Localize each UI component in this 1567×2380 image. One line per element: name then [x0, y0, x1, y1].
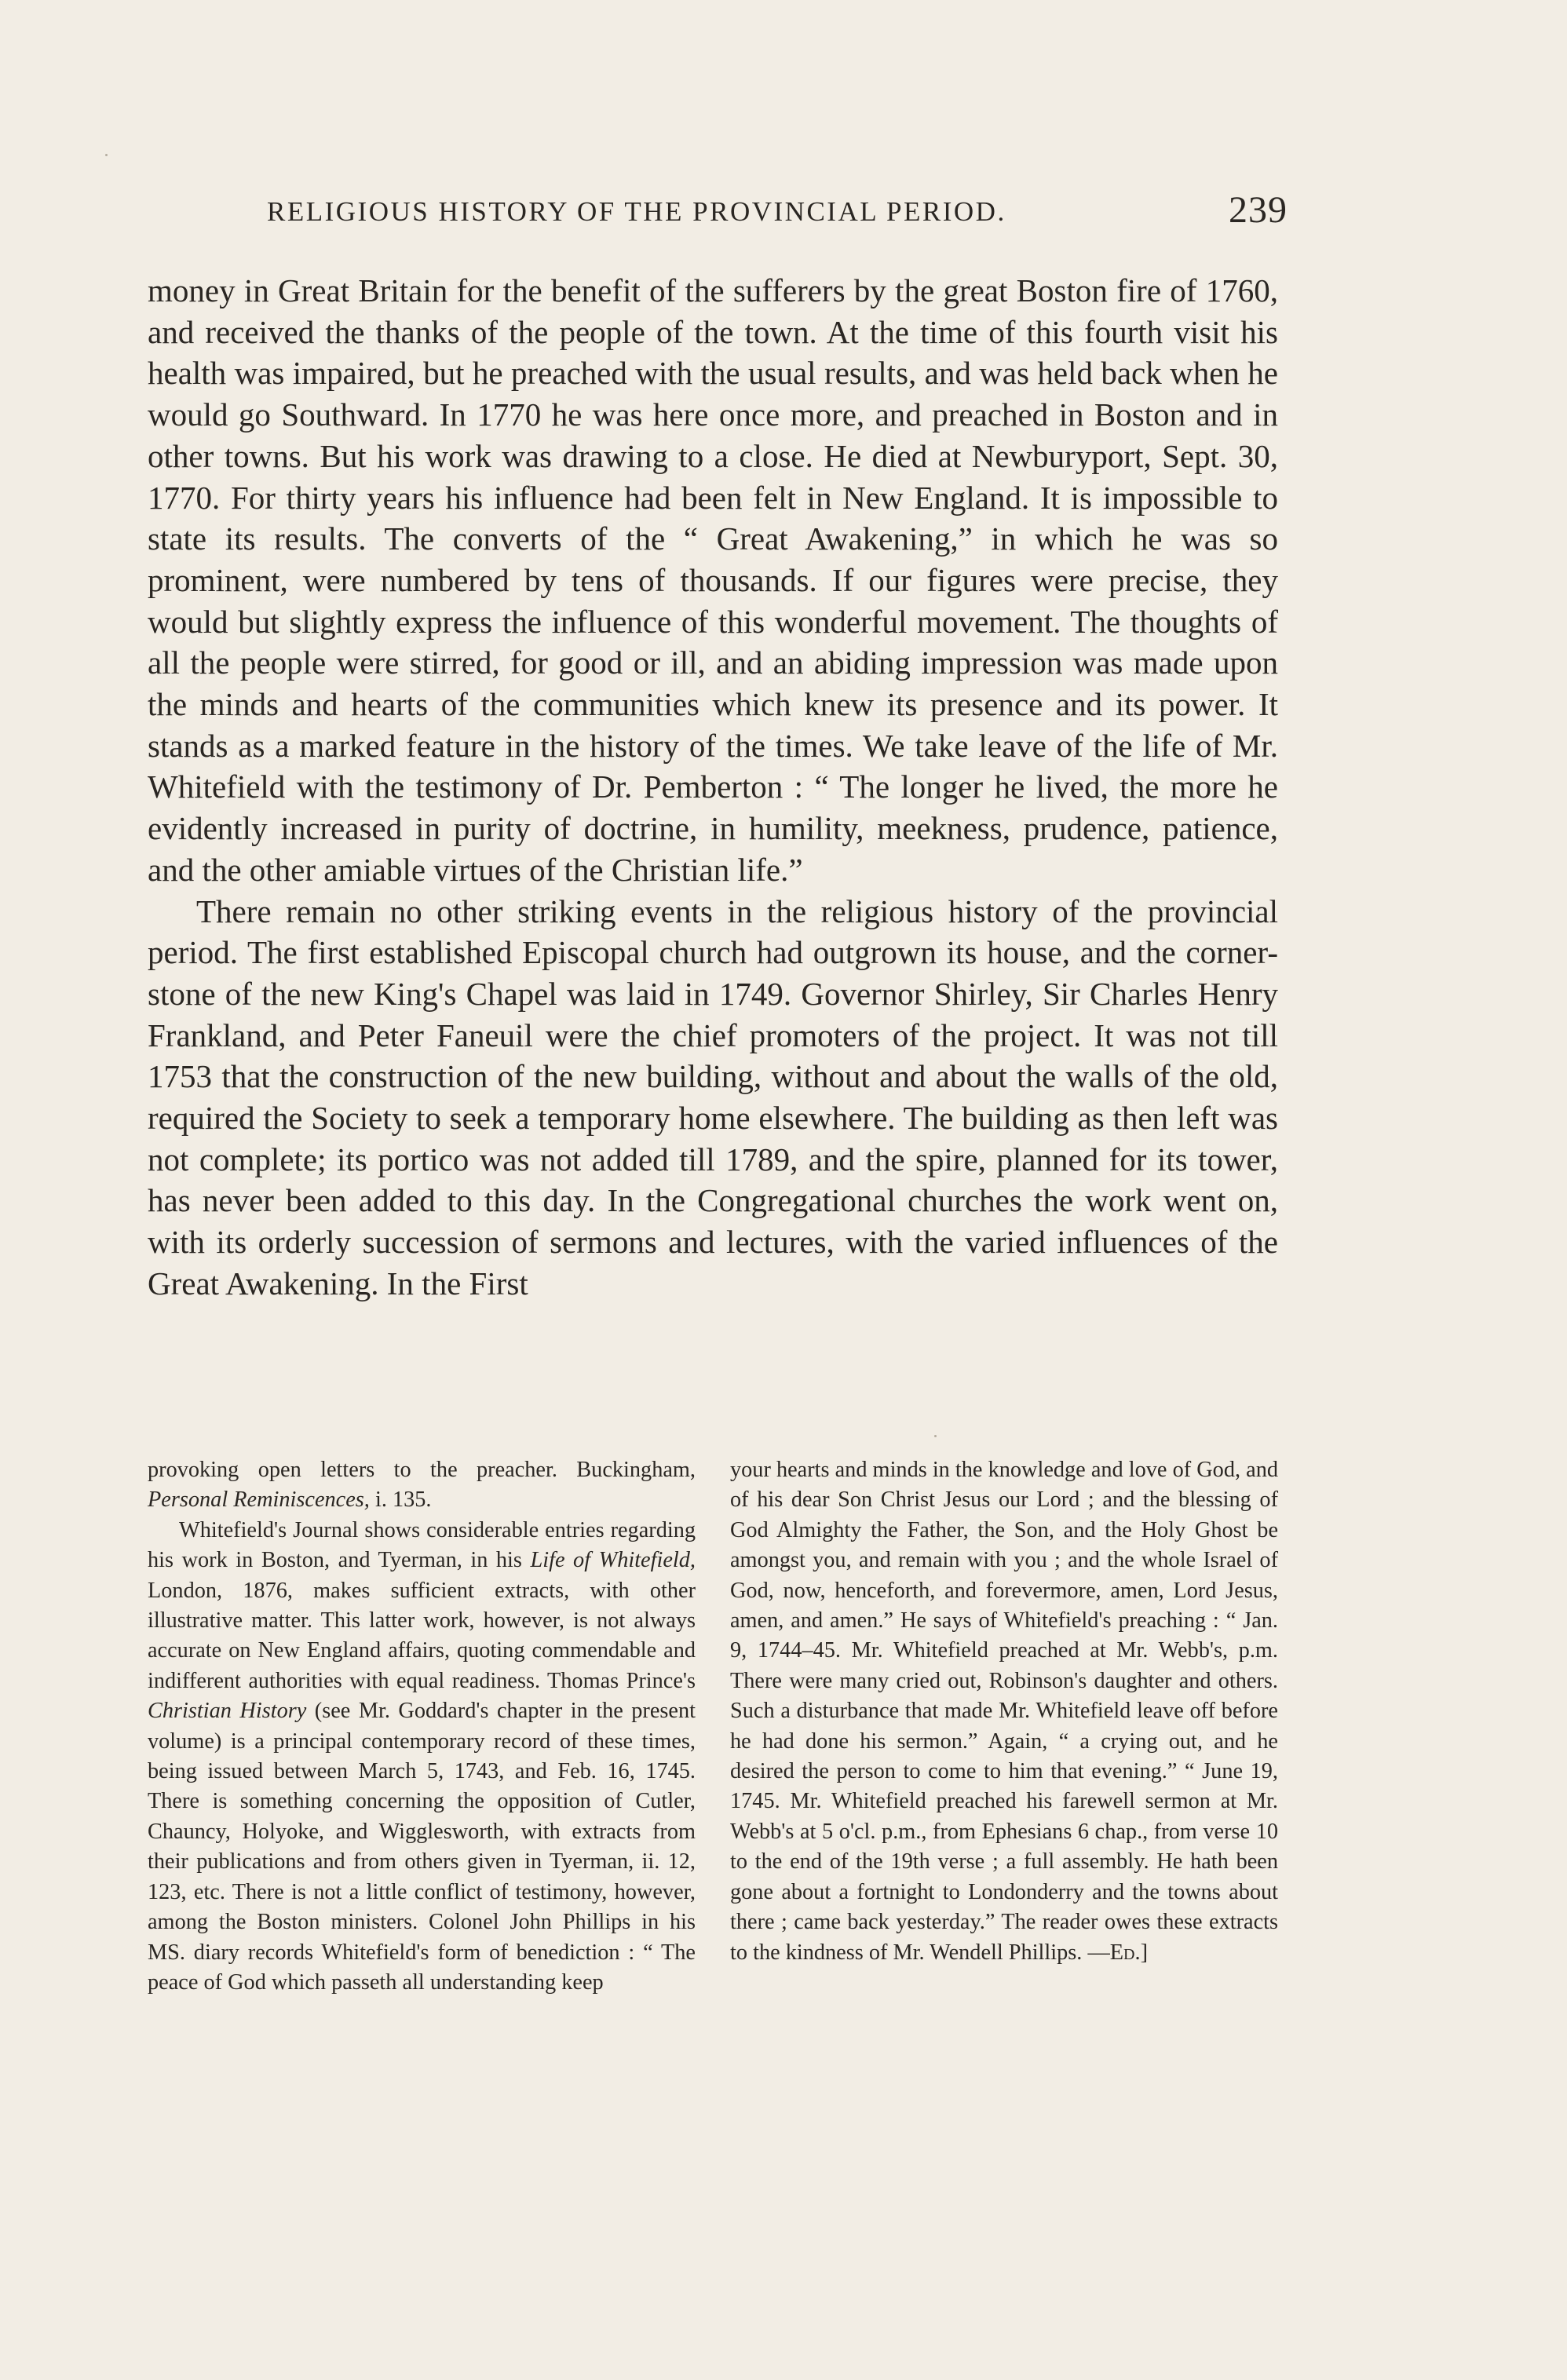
main-text — [148, 270, 1278, 1305]
footnotes — [148, 1455, 1278, 1998]
body-paragraph-2: There remain no other striking events in the religious history of the provincial period. The first established Episcopal church had outgrown its house, and the corner-stone of the new King's Chapel was laid in 1749. Governor Shirley, Sir Charles Henry Frankland, and Peter Faneuil were the chief promoters of the project. It was not till 1753 that the construction of the new building, without and about the walls of the old, required the Society to seek a temporary home elsewhere. The building as then left was not complete; its portico was not added till 1789, and the spire, planned for its tower, has never been added to this day. In the Congregational churches the work went on, with its orderly succession of sermons and lectures, with the varied influences of the Great Awakening. In the First — [148, 892, 1278, 1301]
footnote-paragraph — [148, 1455, 696, 1516]
page-header — [267, 188, 1288, 235]
page-number: 239 — [1229, 189, 1288, 231]
footnote-text: provoking open letters to the preacher. Buckingham, — [148, 1458, 696, 1482]
body-paragraph-1: money in Great Britain for the benefit of the sufferers by the great Boston fire of 1760, and received the thanks of the people of the town. At the time of this fourth visit his health was impaired, but he preached with the usual results, and was held back when he would go Southward. In 1770 he was here once more, and preached in Boston and in other towns. But his work was drawing to a close. He died at Newburyport, Sept. 30, 1770. For thirty years his influence had been felt in New England. It is impossible to state its results. The converts of the “ Great Awakening,” in which he was so prominent, were numbered by tens of thousands. If our figures were precise, they would but slightly express the influence of this wonderful movement. The thoughts of all the people were stirred, for good or ill, and an abiding impression was made upon the minds and hearts of the communities which knew its presence and its power. It stands as a marked feature in the history of the times. We take leave of the life of Mr. Whitefield with the testimony of Dr. Pemberton : “ The longer he lived, the more he evidently increased in purity of doctrine, in humility, meekness, prudence, patience, and the other amiable virtues of the Christian life.” — [148, 272, 1278, 888]
book-title: Christian History — [148, 1699, 307, 1724]
footnote-paragraph — [730, 1455, 1278, 1968]
paper-speck — [105, 154, 108, 156]
footnote-text: i. 135. — [369, 1488, 432, 1513]
paper-speck — [934, 1435, 937, 1437]
footnote-column-left — [148, 1455, 696, 1998]
editor-mark: Ed. — [1109, 1940, 1141, 1965]
running-head: RELIGIOUS HISTORY OF THE PROVINCIAL PERIOD. — [267, 196, 1006, 227]
book-title: Personal Reminiscences, — [148, 1488, 370, 1513]
footnote-text: Whitefield's Journal shows considerable entries regarding his work in Boston, and Tyerman, in his — [148, 1517, 696, 1573]
footnote-text: (see Mr. Goddard's chapter in the present volume) is a principal contemporary record of these times, being issued between March 5, 1743, and Feb. 16, 1745. There is something concerning the opposition of Cutler, Chauncy, Holyoke, and Wigglesworth, with extracts from their publications and from others given in Tyerman, ii. 12, 123, etc. There is not a little conflict of testimony, however, among the Boston ministers. Colonel John Phillips in his MS. diary records Whitefield's form of benediction : “ The peace of God which passeth all understanding keep — [148, 1699, 696, 1995]
footnote-paragraph — [148, 1516, 696, 1999]
footnote-text: London, 1876, makes sufficient extracts, with other illustrative matter. This latter work, however, is not always accurate on New England affairs, quoting commendable and indifferent authorities with equal readiness. Thomas Prince's — [148, 1578, 696, 1693]
footnote-text: ] — [1140, 1940, 1148, 1965]
footnote-text: your hearts and minds in the knowledge and love of God, and of his dear Son Christ Jesus our Lord ; and the blessing of God Almighty the Father, the Son, and the Holy Ghost be amongst you, and remain with you ; and the whole Israel of God, now, henceforth, and forevermore, amen, Lord Jesus, amen, and amen.” He says of Whitefield's preaching : “ Jan. 9, 1744–45. Mr. Whitefield preached at Mr. Webb's, p.m. There were many cried out, Robinson's daughter and others. Such a disturbance that made Mr. Whitefield leave off before he had done his sermon.” Again, “ a crying out, and he desired the person to come to him that evening.” “ June 19, 1745. Mr. Whitefield preached his farewell sermon at Mr. Webb's at 5 o'cl. p.m., from Ephesians 6 chap., from verse 10 to the end of the 19th verse ; a full assembly. He hath been gone about a fortnight to Londonderry and the towns about there ; came back yesterday.” The reader owes these extracts to the kindness of Mr. Wendell Phillips. — — [730, 1458, 1278, 1965]
book-title: Life of Whitefield, — [530, 1548, 696, 1573]
footnote-column-right — [730, 1455, 1278, 1998]
